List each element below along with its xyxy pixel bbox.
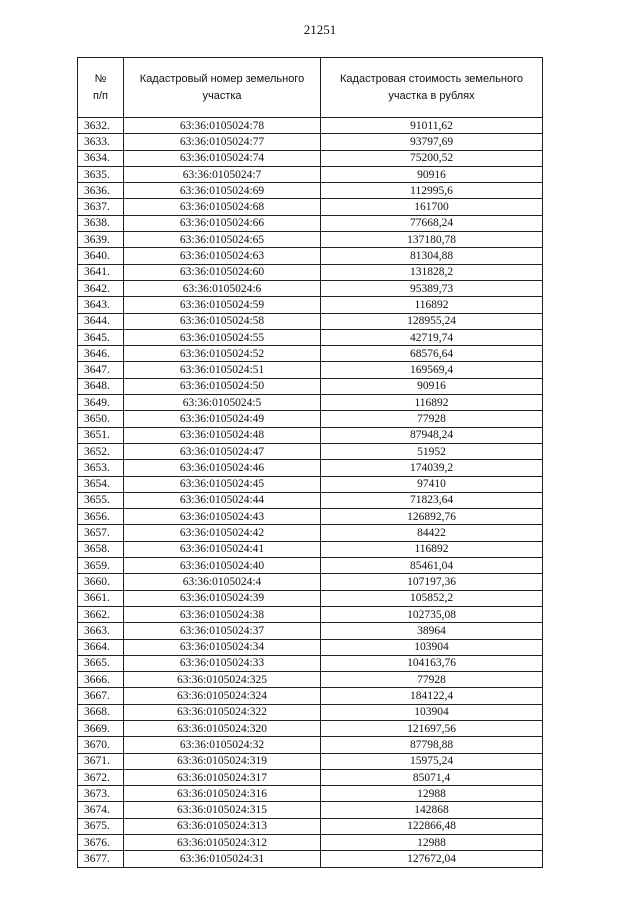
cadastral-number: 63:36:0105024:55 [124,329,321,345]
row-number: 3638. [78,215,124,231]
row-number: 3636. [78,183,124,199]
row-number: 3661. [78,590,124,606]
cadastral-cost: 104163,76 [321,655,543,671]
table-row [78,134,543,150]
cadastral-number: 63:36:0105024:39 [124,590,321,606]
cadastral-cost: 112995,6 [321,183,543,199]
table-body [78,118,543,868]
row-number: 3655. [78,492,124,508]
cadastral-number: 63:36:0105024:7 [124,166,321,182]
row-number: 3674. [78,802,124,818]
table-row [78,818,543,834]
cadastral-number: 63:36:0105024:44 [124,492,321,508]
cadastral-cost: 126892,76 [321,509,543,525]
cadastral-cost: 90916 [321,378,543,394]
cadastral-number: 63:36:0105024:65 [124,232,321,248]
row-number: 3676. [78,835,124,851]
cadastral-cost: 95389,73 [321,280,543,296]
cadastral-number: 63:36:0105024:43 [124,509,321,525]
page-number: 21251 [303,22,337,37]
cadastral-cost: 103904 [321,704,543,720]
header-number-symbol: № [94,72,107,85]
cadastral-number: 63:36:0105024:37 [124,623,321,639]
row-number: 3671. [78,753,124,769]
cadastral-number: 63:36:0105024:58 [124,313,321,329]
cadastral-number: 63:36:0105024:38 [124,606,321,622]
row-number: 3637. [78,199,124,215]
row-number: 3677. [78,851,124,867]
table-row [78,639,543,655]
cadastral-cost: 51952 [321,443,543,459]
table-row [78,737,543,753]
cadastral-number: 63:36:0105024:66 [124,215,321,231]
table-row [78,558,543,574]
table-row [78,672,543,688]
row-number: 3651. [78,427,124,443]
cadastral-cost: 107197,36 [321,574,543,590]
cadastral-cost: 142868 [321,802,543,818]
table-row [78,786,543,802]
row-number: 3665. [78,655,124,671]
row-number: 3657. [78,525,124,541]
cadastral-number: 63:36:0105024:31 [124,851,321,867]
cadastral-number: 63:36:0105024:312 [124,835,321,851]
cadastral-number: 63:36:0105024:63 [124,248,321,264]
table-row [78,150,543,166]
row-number: 3663. [78,623,124,639]
cadastral-cost: 42719,74 [321,329,543,345]
cadastral-number: 63:36:0105024:33 [124,655,321,671]
table-row [78,541,543,557]
row-number: 3646. [78,346,124,362]
cadastral-cost: 116892 [321,297,543,313]
row-number: 3639. [78,232,124,248]
cadastral-cost: 93797,69 [321,134,543,150]
row-number: 3666. [78,672,124,688]
cadastral-number: 63:36:0105024:32 [124,737,321,753]
table-header-row [78,58,543,118]
cadastral-number: 63:36:0105024:5 [124,395,321,411]
cadastral-cost: 137180,78 [321,232,543,248]
header-cadastral-number: Кадастровый номер земельного участка [124,58,321,118]
cadastral-cost: 105852,2 [321,590,543,606]
row-number: 3653. [78,460,124,476]
row-number: 3668. [78,704,124,720]
cadastral-cost: 116892 [321,541,543,557]
row-number: 3634. [78,150,124,166]
cadastral-number: 63:36:0105024:60 [124,264,321,280]
cadastral-number: 63:36:0105024:74 [124,150,321,166]
cadastral-cost: 169569,4 [321,362,543,378]
cadastral-cost: 161700 [321,199,543,215]
table-row [78,769,543,785]
row-number: 3673. [78,786,124,802]
cadastral-number: 63:36:0105024:51 [124,362,321,378]
row-number: 3675. [78,818,124,834]
cadastral-cost: 68576,64 [321,346,543,362]
cadastral-table [77,57,543,868]
cadastral-number: 63:36:0105024:313 [124,818,321,834]
cadastral-cost: 128955,24 [321,313,543,329]
cadastral-number: 63:36:0105024:40 [124,558,321,574]
row-number: 3659. [78,558,124,574]
cadastral-number: 63:36:0105024:41 [124,541,321,557]
table-row [78,362,543,378]
cadastral-cost: 77928 [321,672,543,688]
header-number [78,58,124,118]
row-number: 3640. [78,248,124,264]
cadastral-number: 63:36:0105024:319 [124,753,321,769]
row-number: 3635. [78,166,124,182]
row-number: 3644. [78,313,124,329]
cadastral-cost: 116892 [321,395,543,411]
row-number: 3643. [78,297,124,313]
table-row [78,704,543,720]
table-row [78,264,543,280]
cadastral-number: 63:36:0105024:59 [124,297,321,313]
row-number: 3641. [78,264,124,280]
row-number: 3658. [78,541,124,557]
row-number: 3648. [78,378,124,394]
row-number: 3642. [78,280,124,296]
table-row [78,460,543,476]
cadastral-cost: 122866,48 [321,818,543,834]
cadastral-number: 63:36:0105024:45 [124,476,321,492]
cadastral-number: 63:36:0105024:320 [124,720,321,736]
cadastral-number: 63:36:0105024:47 [124,443,321,459]
table-row [78,835,543,851]
table-row [78,525,543,541]
cadastral-cost: 103904 [321,639,543,655]
cadastral-number: 63:36:0105024:46 [124,460,321,476]
table-row [78,346,543,362]
row-number: 3633. [78,134,124,150]
table-row [78,851,543,867]
cadastral-cost: 87948,24 [321,427,543,443]
cadastral-cost: 127672,04 [321,851,543,867]
cadastral-number: 63:36:0105024:34 [124,639,321,655]
cadastral-cost: 121697,56 [321,720,543,736]
header-number-abbr: п/п [93,89,108,102]
row-number: 3650. [78,411,124,427]
table-row [78,590,543,606]
cadastral-number: 63:36:0105024:322 [124,704,321,720]
row-number: 3647. [78,362,124,378]
row-number: 3670. [78,737,124,753]
cadastral-cost: 77928 [321,411,543,427]
table-row [78,329,543,345]
cadastral-number: 63:36:0105024:68 [124,199,321,215]
row-number: 3660. [78,574,124,590]
cadastral-number: 63:36:0105024:49 [124,411,321,427]
row-number: 3656. [78,509,124,525]
cadastral-cost: 85071,4 [321,769,543,785]
table-row [78,606,543,622]
table-row [78,232,543,248]
cadastral-cost: 12988 [321,786,543,802]
cadastral-cost: 131828,2 [321,264,543,280]
row-number: 3662. [78,606,124,622]
table-row [78,427,543,443]
table-row [78,574,543,590]
cadastral-cost: 15975,24 [321,753,543,769]
table-row [78,623,543,639]
cadastral-cost: 90916 [321,166,543,182]
row-number: 3667. [78,688,124,704]
cadastral-number: 63:36:0105024:6 [124,280,321,296]
cadastral-cost: 77668,24 [321,215,543,231]
cadastral-number: 63:36:0105024:78 [124,118,321,134]
cadastral-number: 63:36:0105024:4 [124,574,321,590]
cadastral-cost: 38964 [321,623,543,639]
cadastral-cost: 97410 [321,476,543,492]
table-row [78,476,543,492]
cadastral-cost: 102735,08 [321,606,543,622]
table-row [78,248,543,264]
table-row [78,802,543,818]
table-row [78,378,543,394]
table-row [78,411,543,427]
table-row [78,395,543,411]
table-row [78,166,543,182]
cadastral-cost: 71823,64 [321,492,543,508]
row-number: 3664. [78,639,124,655]
row-number: 3669. [78,720,124,736]
cadastral-number: 63:36:0105024:42 [124,525,321,541]
cadastral-cost: 184122,4 [321,688,543,704]
row-number: 3645. [78,329,124,345]
cadastral-cost: 174039,2 [321,460,543,476]
table-row [78,313,543,329]
cadastral-cost: 91011,62 [321,118,543,134]
row-number: 3632. [78,118,124,134]
row-number: 3654. [78,476,124,492]
table-row [78,199,543,215]
cadastral-number: 63:36:0105024:324 [124,688,321,704]
cadastral-number: 63:36:0105024:325 [124,672,321,688]
table-row [78,443,543,459]
cadastral-number: 63:36:0105024:316 [124,786,321,802]
table-row [78,492,543,508]
table-row [78,215,543,231]
cadastral-number: 63:36:0105024:77 [124,134,321,150]
table-row [78,297,543,313]
cadastral-number: 63:36:0105024:317 [124,769,321,785]
row-number: 3652. [78,443,124,459]
table-row [78,118,543,134]
cadastral-number: 63:36:0105024:69 [124,183,321,199]
cadastral-cost: 75200,52 [321,150,543,166]
cadastral-number: 63:36:0105024:50 [124,378,321,394]
table-row [78,720,543,736]
table-row [78,655,543,671]
cadastral-cost: 81304,88 [321,248,543,264]
cadastral-cost: 85461,04 [321,558,543,574]
cadastral-cost: 87798,88 [321,737,543,753]
table-row [78,753,543,769]
cadastral-cost: 84422 [321,525,543,541]
row-number: 3649. [78,395,124,411]
cadastral-number: 63:36:0105024:48 [124,427,321,443]
table-row [78,509,543,525]
table-row [78,688,543,704]
table-row [78,280,543,296]
cadastral-number: 63:36:0105024:52 [124,346,321,362]
header-cadastral-cost: Кадастровая стоимость земельного участка в рублях [321,58,543,118]
cadastral-cost: 12988 [321,835,543,851]
table-row [78,183,543,199]
row-number: 3672. [78,769,124,785]
cadastral-number: 63:36:0105024:315 [124,802,321,818]
